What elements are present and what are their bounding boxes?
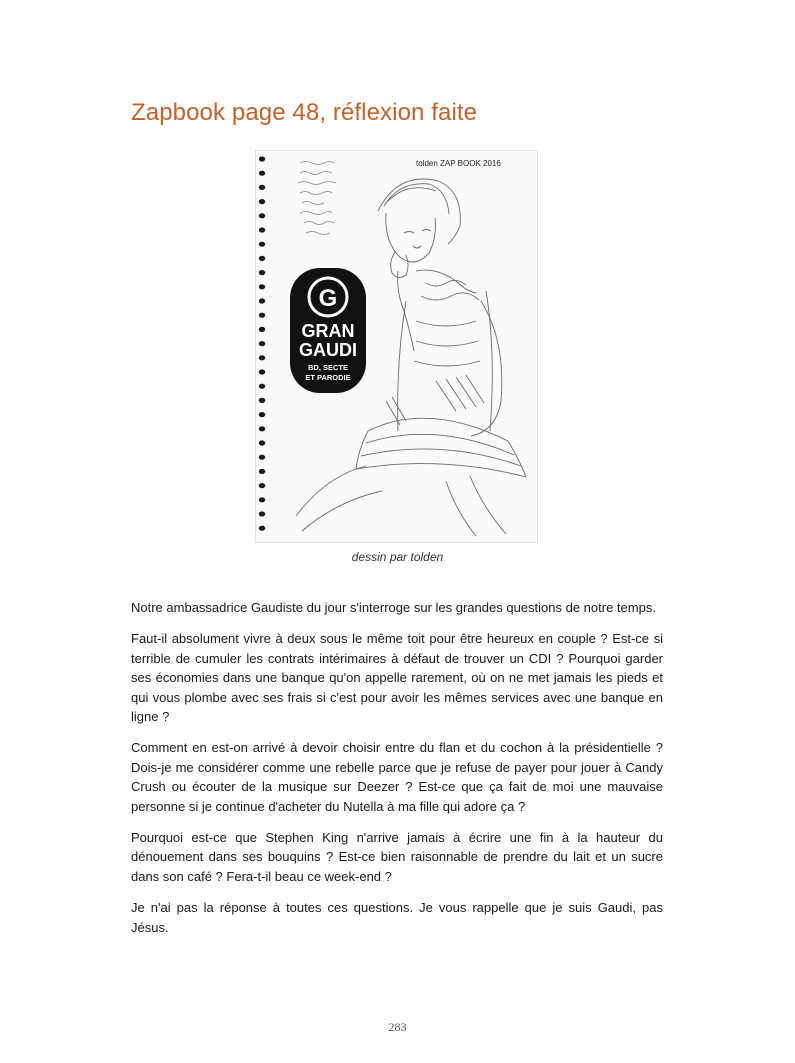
page-title: Zapbook page 48, réflexion faite xyxy=(131,99,478,126)
spiral-ring xyxy=(259,213,265,218)
spiral-ring xyxy=(259,227,265,232)
spiral-ring xyxy=(259,497,265,502)
paragraph: Je n'ai pas la réponse à toutes ces questions. Je vous rappelle que je suis Gaudi, pas Jésus. xyxy=(131,900,663,935)
spiral-ring xyxy=(259,270,265,275)
spiral-ring xyxy=(259,313,265,318)
logo-letter: G xyxy=(318,285,338,312)
spiral-ring xyxy=(259,369,265,374)
spiral-ring xyxy=(259,355,265,360)
logo-line2: GAUDI xyxy=(299,340,357,360)
gran-gaudi-logo xyxy=(290,268,366,393)
spiral-ring xyxy=(259,298,265,303)
spiral-ring xyxy=(259,440,265,445)
spiral-ring xyxy=(259,526,265,531)
spiral-ring xyxy=(259,455,265,460)
sketch-illustration xyxy=(255,150,538,543)
spiral-ring xyxy=(259,426,265,431)
spiral-ring xyxy=(259,284,265,289)
spiral-ring xyxy=(259,256,265,261)
spiral-ring xyxy=(259,242,265,247)
paragraph: Pourquoi est-ce que Stephen King n'arrive jamais à écrire une fin à la hauteur du dénouement dans ses bouquins ? Est-ce bien raisonnable de prendre du lait et un sucre dans son café ? Fera-t-il beau ce week-end ? xyxy=(131,830,663,884)
spiral-ring xyxy=(259,327,265,332)
spiral-ring xyxy=(259,156,265,161)
spiral-ring xyxy=(259,511,265,516)
logo-tagline1: BD, SECTE xyxy=(307,363,349,372)
figure-caption: dessin par tolden xyxy=(351,550,444,564)
spiral-ring xyxy=(259,469,265,474)
sketchbook-header: tolden ZAP BOOK 2016 xyxy=(416,159,501,168)
spiral-ring xyxy=(259,199,265,204)
spiral-ring xyxy=(259,171,265,176)
page-number: 283 xyxy=(388,1020,407,1034)
handwritten-note xyxy=(298,162,336,235)
spiral-ring xyxy=(259,185,265,190)
spiral-binding xyxy=(259,156,265,530)
spiral-ring xyxy=(259,341,265,346)
spiral-ring xyxy=(259,483,265,488)
paragraph: Comment en est-on arrivé à devoir choisir entre du flan et du cochon à la présidentielle ? Dois-je me considérer comme une rebelle parce que je refuse de payer pour jouer à Candy Crush ou écouter de la musique sur Deezer ? Est-ce que ça fait de moi une mauvaise personne si je continue d'acheter du Nutella à ma fille qui adore ça ? xyxy=(131,740,663,814)
spiral-ring xyxy=(259,412,265,417)
logo-tagline2: ET PARODIE xyxy=(305,373,351,382)
logo-line1: GRAN xyxy=(301,321,355,341)
body-text xyxy=(131,598,663,949)
spiral-ring xyxy=(259,384,265,389)
paragraph: Notre ambassadrice Gaudiste du jour s'interroge sur les grandes questions de notre temps. xyxy=(131,600,656,615)
spiral-ring xyxy=(259,398,265,403)
sketch-drawing xyxy=(256,151,539,544)
paragraph: Faut-il absolument vivre à deux sous le même toit pour être heureux en couple ? Est-ce si terrible de cumuler les contrats intérimaires à défaut de trouver un CDI ? Pourquoi garder ses économies dans une banque qu'on appelle rarement, où on ne met jamais les pieds et qui vous plombe avec ses frais si c'est pour avoir les mêmes services avec une banque en ligne ? xyxy=(131,631,663,725)
